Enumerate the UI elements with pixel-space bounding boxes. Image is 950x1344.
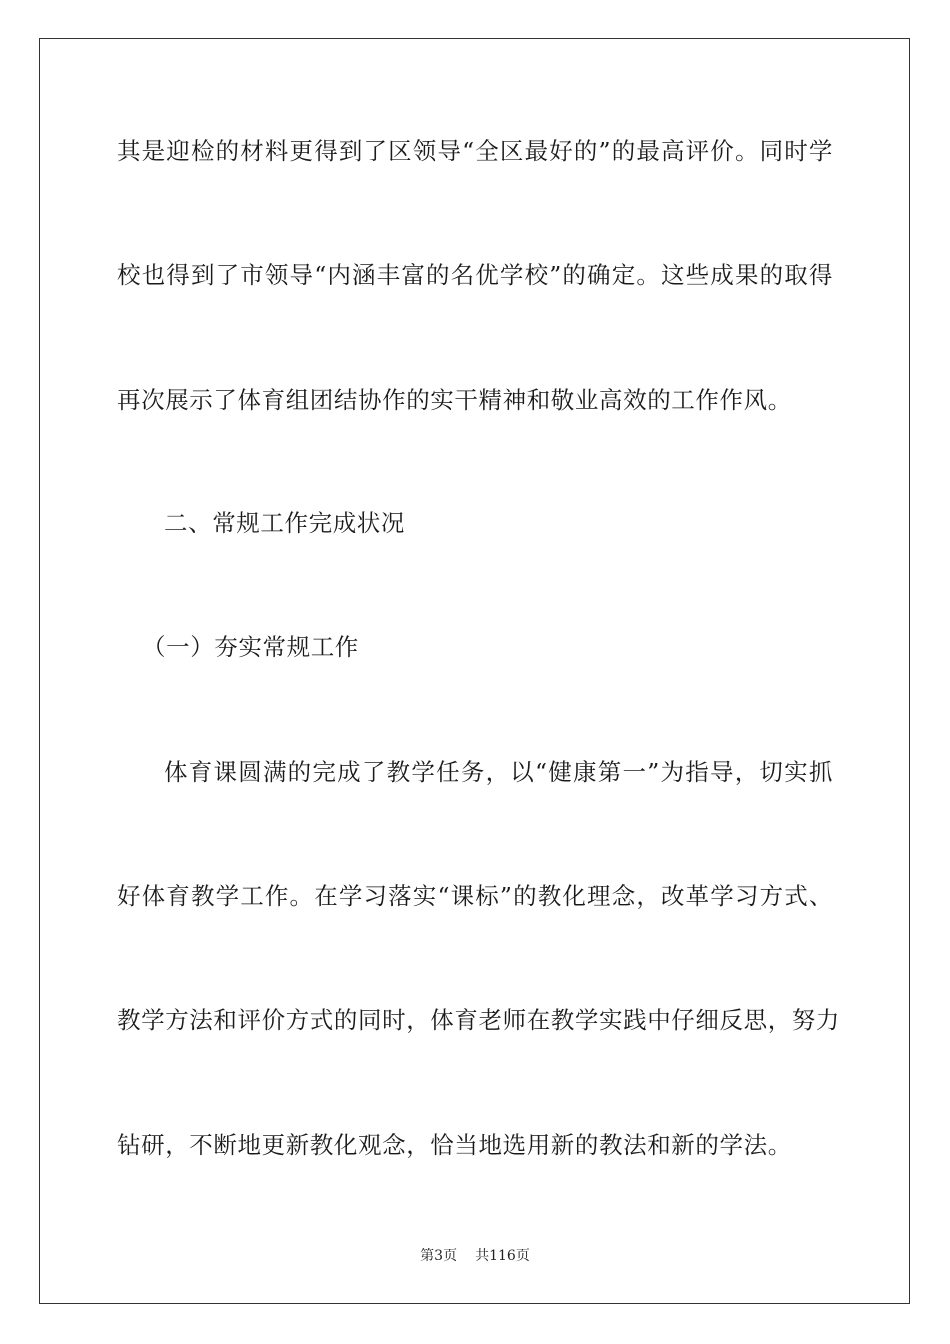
page-footer [0,1247,950,1265]
paragraph-line: 教学方法和评价方式的同时，体育老师在教学实践中仔细反思，努力 [117,1006,840,1034]
section-heading: 二、常规工作完成状况 [164,509,405,537]
paragraph-line: 其是迎检的材料更得到了区领导“全区最好的”的最高评价。同时学 [117,137,833,165]
page-border [39,38,910,1304]
page-number: 第3页 [420,1248,458,1264]
subsection-heading: （一）夯实常规工作 [142,633,359,661]
paragraph-line: 体育课圆满的完成了教学任务，以“健康第一”为指导，切实抓 [164,758,833,786]
paragraph-line: 再次展示了体育组团结协作的实干精神和敬业高效的工作作风。 [117,386,792,414]
paragraph-line: 校也得到了市领导“内涵丰富的名优学校”的确定。这些成果的取得 [117,261,833,289]
paragraph-line: 钻研，不断地更新教化观念，恰当地选用新的教法和新的学法。 [117,1131,792,1159]
paragraph-line: 好体育教学工作。在学习落实“课标”的教化理念，改革学习方式、 [117,882,833,910]
total-pages: 共116页 [475,1248,530,1264]
